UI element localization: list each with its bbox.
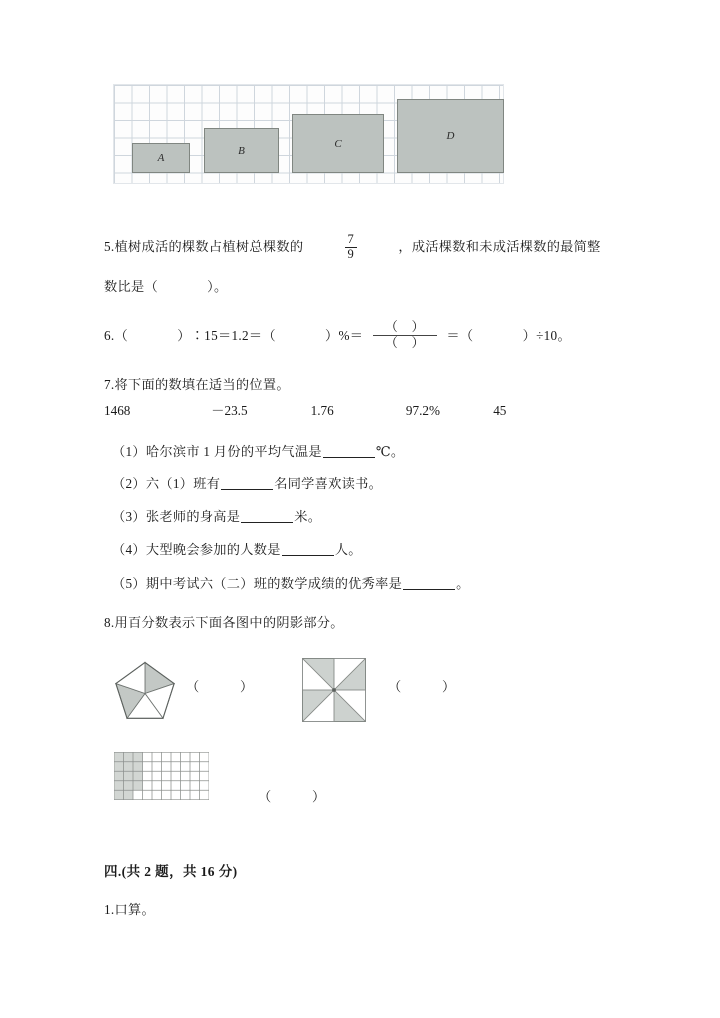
item-text-after: 名同学喜欢读书。 bbox=[274, 476, 383, 491]
item-text-after: 米。 bbox=[294, 509, 322, 524]
section-four-item-1 bbox=[104, 895, 155, 925]
section-four-item-1-text: 1.口算。 bbox=[104, 902, 155, 917]
fill-in-blank[interactable] bbox=[323, 444, 375, 458]
question-8-answer-1[interactable]: （ ） bbox=[186, 679, 254, 694]
fraction-blank[interactable] bbox=[373, 320, 437, 351]
question-7-item-3 bbox=[112, 503, 321, 531]
number-item-2: －23.5 bbox=[211, 403, 248, 418]
question-5-answer-before: 数比是（ bbox=[104, 279, 158, 294]
section-heading-four bbox=[104, 860, 238, 880]
item-text-before: （3）张老师的身高是 bbox=[112, 509, 241, 524]
fill-in-blank[interactable] bbox=[282, 542, 334, 556]
question-5-answer-after: ）。 bbox=[207, 279, 228, 294]
grid-rectangle-svg bbox=[114, 752, 209, 800]
fill-in-blank[interactable] bbox=[403, 576, 455, 590]
item-text-before: （1）哈尔滨市 1 月份的平均气温是 bbox=[112, 444, 322, 459]
fill-in-blank[interactable] bbox=[241, 509, 293, 523]
question-6-part-1: 6.（ bbox=[104, 327, 128, 343]
fill-in-blank[interactable] bbox=[221, 476, 273, 490]
figure-rectangles-on-grid bbox=[113, 84, 504, 184]
question-6-part-4: ＝（ bbox=[446, 327, 474, 343]
question-8-prompt-text: 8.用百分数表示下面各图中的阴影部分。 bbox=[104, 615, 344, 630]
question-7-number-list bbox=[104, 400, 533, 419]
rectangle-a: A bbox=[132, 143, 190, 173]
question-8-answer-2[interactable]: （ ） bbox=[388, 679, 456, 694]
number-item-3: 1.76 bbox=[310, 403, 334, 418]
question-6-part-2: ）∶15＝1.2＝（ bbox=[177, 327, 276, 343]
rectangle-c: C bbox=[292, 114, 384, 173]
question-7-prompt-text: 7.将下面的数填在适当的位置。 bbox=[104, 377, 290, 392]
question-5-text-after: ，成活棵数和未成活棵数的最简整 bbox=[398, 239, 601, 254]
number-item-5: 45 bbox=[493, 403, 507, 418]
fraction-denominator-blank[interactable]: （ ） bbox=[373, 335, 437, 351]
item-text-before: （2）六（1）班有 bbox=[112, 476, 221, 491]
question-7-item-1 bbox=[112, 438, 404, 466]
item-text-after: ℃。 bbox=[375, 444, 405, 459]
question-5-text-before: 5.植树成活的棵数占植树总棵数的 bbox=[104, 239, 304, 254]
rectangle-d: D bbox=[397, 99, 504, 173]
item-text-before: （4）大型晚会参加的人数是 bbox=[112, 542, 281, 557]
question-8-prompt bbox=[104, 608, 344, 638]
figure-pinwheel-square bbox=[302, 658, 366, 727]
number-item-4: 97.2% bbox=[405, 403, 440, 418]
question-7-item-5 bbox=[112, 570, 470, 598]
question-7-item-2 bbox=[112, 470, 382, 498]
question-8-answer-3[interactable]: （ ） bbox=[258, 789, 326, 804]
item-text-after: 。 bbox=[456, 576, 470, 591]
number-item-1: 1468 bbox=[104, 403, 131, 418]
question-7-prompt bbox=[104, 370, 290, 400]
section-heading-text: 四.(共 2 题，共 16 分) bbox=[104, 864, 238, 879]
fraction-denominator: 9 bbox=[345, 247, 358, 262]
item-text-before: （5）期中考试六（二）班的数学成绩的优秀率是 bbox=[112, 576, 403, 591]
question-5-line-1 bbox=[104, 232, 601, 262]
question-7-item-4 bbox=[112, 536, 362, 564]
question-6-part-5: ）÷10。 bbox=[522, 327, 571, 343]
fraction-seven-ninths bbox=[345, 233, 358, 261]
fraction-numerator-blank[interactable]: （ ） bbox=[384, 319, 425, 334]
question-6-part-3: ）%＝ bbox=[325, 327, 364, 343]
question-5-line-2 bbox=[104, 272, 228, 302]
pentagon-svg bbox=[114, 660, 176, 722]
figure-grid-rectangle bbox=[114, 752, 209, 805]
pinwheel-square-svg bbox=[302, 658, 366, 722]
item-text-after: 人。 bbox=[334, 542, 362, 557]
figure-pentagon-fifths bbox=[114, 660, 176, 727]
fraction-numerator: 7 bbox=[347, 232, 355, 247]
question-6 bbox=[104, 320, 571, 351]
rectangle-b: B bbox=[204, 128, 279, 173]
